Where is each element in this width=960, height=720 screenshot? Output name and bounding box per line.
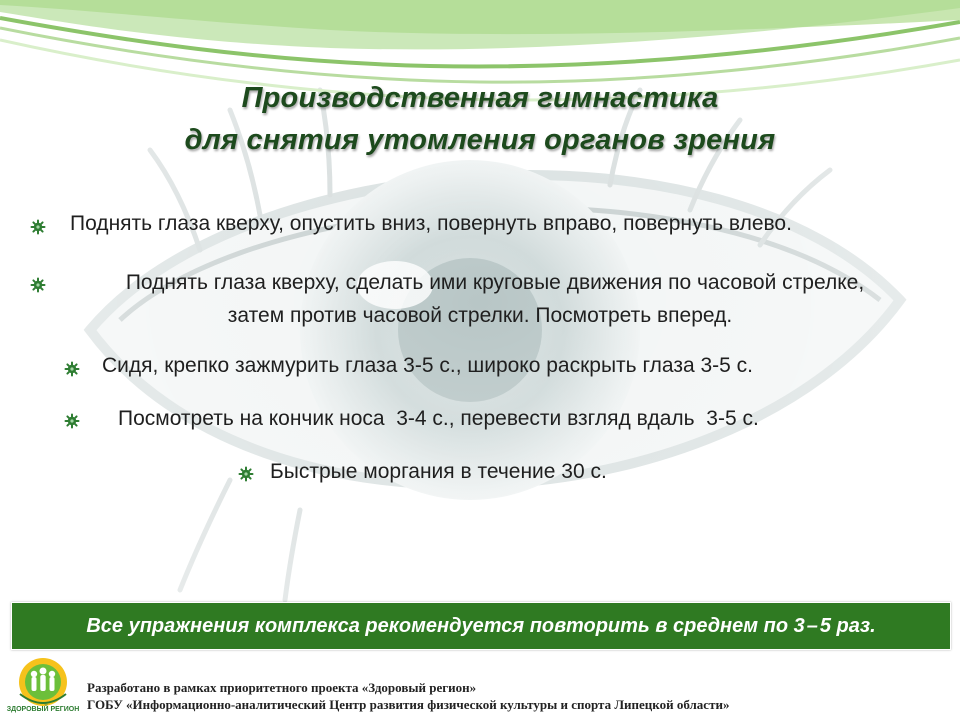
repeat-note-prefix: Все упражнения комплекса рекомендуется повторить в среднем по 3	[86, 614, 805, 637]
gear-flower-bullet-icon	[30, 277, 46, 293]
exercise-text-line-2: затем против часовой стрелки. Посмотреть вперед.	[227, 304, 733, 327]
exercise-text: Поднять глаза кверху, опустить вниз, повернуть вправо, повернуть влево.	[70, 212, 792, 235]
gear-flower-bullet-icon	[238, 466, 254, 482]
repeat-note-dash: –	[806, 614, 818, 637]
repeat-note-suffix: 5 раз.	[819, 614, 876, 637]
slide-title-line-1: Производственная гимнастика	[241, 82, 719, 114]
gear-flower-bullet-icon	[30, 219, 46, 235]
footer-line-1: Разработано в рамках приоритетного проекта «Здоровый регион»	[87, 680, 477, 695]
footer-line-2: ГОБУ «Информационно-аналитический Центр развития физической культуры и спорта Липецкой области»	[87, 697, 730, 712]
gear-flower-bullet-icon	[64, 361, 80, 377]
exercise-text-line-1: Поднять глаза кверху, сделать ими круговые движения по часовой стрелке,	[125, 271, 865, 294]
gear-flower-bullet-icon	[64, 413, 80, 429]
exercise-text: Сидя, крепко зажмурить глаза 3-5 с., широко раскрыть глаза 3-5 с.	[102, 354, 754, 377]
exercise-text: Быстрые моргания в течение 30 с.	[270, 460, 607, 483]
footer-credits	[87, 679, 729, 713]
repeat-note-text	[86, 615, 875, 638]
slide-title-line-2: для снятия утомления органов зрения	[184, 124, 776, 156]
logo-caption: ЗДОРОВЫЙ РЕГИОН	[6, 706, 80, 713]
repeat-note-banner	[11, 602, 951, 650]
exercise-text: Посмотреть на кончик носа 3-4 с., перевести взгляд вдаль 3-5 с.	[118, 407, 759, 430]
